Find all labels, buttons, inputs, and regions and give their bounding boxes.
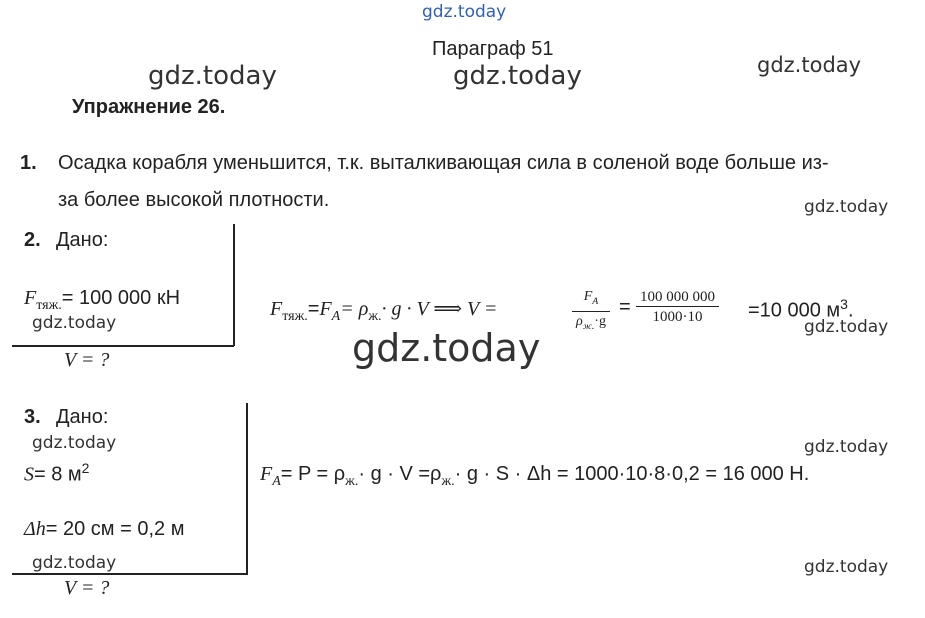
watermark-l3: gdz.today	[32, 553, 117, 573]
task-3-find: V = ?	[64, 577, 110, 599]
watermark-left: gdz.today	[148, 61, 277, 91]
task-2-equals: =	[619, 296, 631, 318]
watermark-l1: gdz.today	[32, 313, 117, 333]
task-2-find: V = ?	[64, 349, 110, 371]
watermark-huge: gdz.today	[352, 326, 541, 370]
exercise-title: Упражнение 26.	[72, 96, 226, 118]
paragraph-title: Параграф 51	[432, 38, 554, 60]
watermark-l2: gdz.today	[32, 433, 117, 453]
watermark-right: gdz.today	[757, 53, 862, 77]
answer-1-line2: за более высокой плотности.	[58, 189, 330, 211]
task-3-given-area: S= 8 $м^2$	[24, 460, 90, 486]
watermark-top: gdz.today	[422, 2, 507, 22]
task-2-given-hline	[12, 345, 234, 347]
task-2-fraction-1: $\frac{F_A}{\rho_{ж.}\cdot g}$	[572, 288, 610, 337]
task-3-given-vline	[246, 403, 248, 575]
watermark-r4: gdz.today	[804, 557, 889, 577]
task-3-given-label: Дано:	[56, 406, 109, 428]
answer-1-number: 1.	[20, 152, 37, 174]
task-2-fraction-2: $\frac{100 000 000}{1000\cdot 10}$	[636, 288, 719, 327]
task-2-given-force: $F_{тяж.}= 100$ 000 кН	[24, 287, 181, 313]
watermark-r3: gdz.today	[804, 437, 889, 457]
task-3-equation: $F_A= P = \rho_{ж.}\cdot g \cdot V =\rho_{ж.}\cdot g \cdot S \cdot \Delta h = 1000\cdot 10\cdot 8\cdot 0,2 = 16$ 000 Н.	[260, 463, 810, 489]
answer-1-line1: Осадка корабля уменьшится, т.к. выталкивающая сила в соленой воде больше из-	[58, 152, 829, 174]
watermark-r2: gdz.today	[804, 317, 889, 337]
task-2-number: 2.	[24, 229, 41, 251]
task-2-given-vline	[233, 224, 235, 346]
task-2-given-label: Дано:	[56, 229, 109, 251]
task-2-equation: $F_{тяж.}=F_A= \rho_{ж.}\cdot g \cdot V$ ⟹ V =	[270, 298, 498, 324]
task-3-given-hline	[12, 573, 247, 575]
watermark-r1: gdz.today	[804, 197, 889, 217]
task-2-result: =10 000 $м^3$.	[748, 296, 854, 322]
task-3-number: 3.	[24, 406, 41, 428]
watermark-center: gdz.today	[453, 61, 582, 91]
task-3-given-depth: Δh= 20 см = 0,2 м	[24, 518, 185, 540]
